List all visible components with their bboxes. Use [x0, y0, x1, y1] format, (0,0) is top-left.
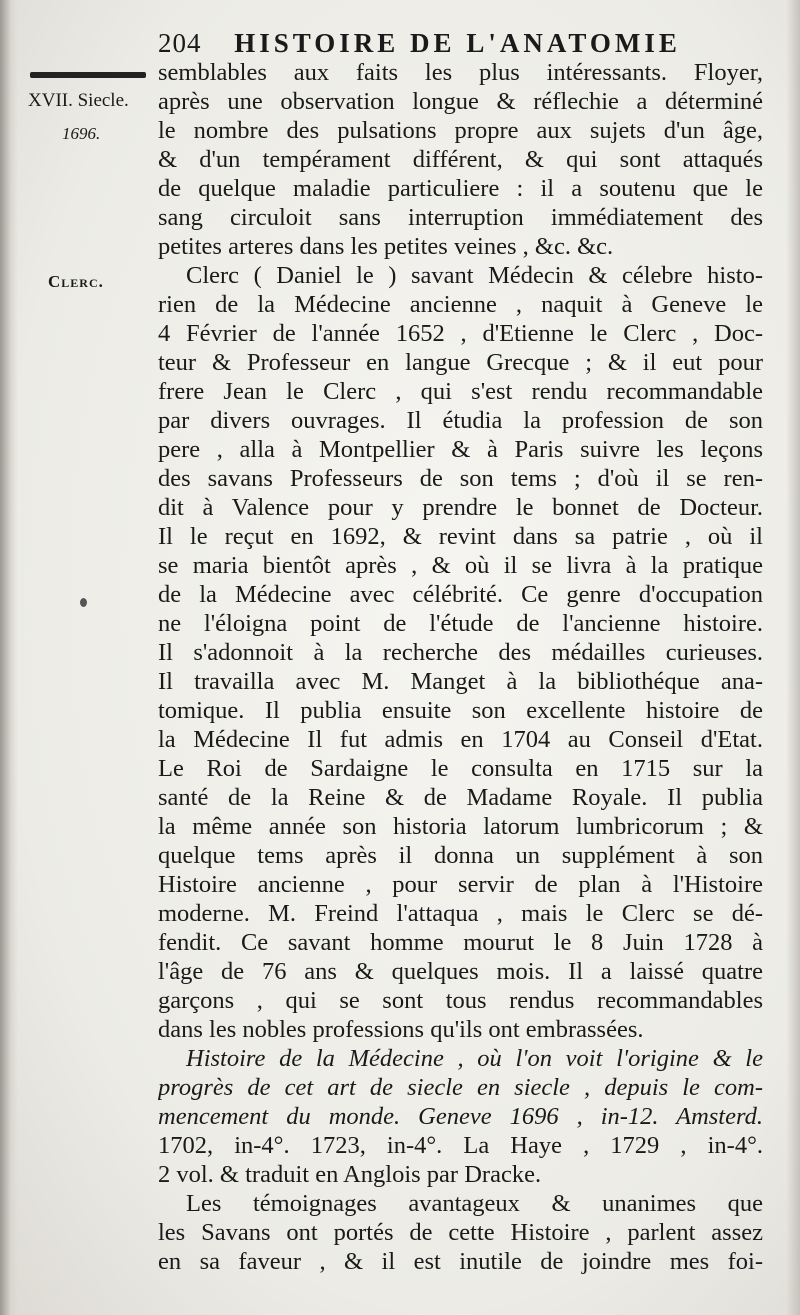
- text-line: mencement du monde. Geneve 1696 , in-12. Amsterd.: [158, 1103, 763, 1130]
- text-line: pere , alla à Montpellier & à Paris suivre les leçons: [158, 436, 763, 463]
- text-line: en sa faveur , & il est inutile de joindre mes foi-: [158, 1248, 763, 1275]
- text-line: de quelque maladie particuliere : il a soutenu que le: [158, 175, 763, 202]
- text-line: Il travailla avec M. Manget à la bibliothéque ana-: [158, 668, 763, 695]
- text-line: Histoire ancienne , pour servir de plan à l'Histoire: [158, 871, 763, 898]
- text-line: semblables aux faits les plus intéressants. Floyer,: [158, 59, 763, 86]
- text-line: Clerc ( Daniel le ) savant Médecin & célebre histo-: [186, 262, 763, 289]
- text-line: Les témoignages avantageux & unanimes que: [186, 1190, 763, 1217]
- text-line: frere Jean le Clerc , qui s'est rendu recommandable: [158, 378, 763, 405]
- text-line: fendit. Ce savant homme mourut le 8 Juin 1728 à: [158, 929, 763, 956]
- text-line: la Médecine Il fut admis en 1704 au Conseil d'Etat.: [158, 726, 763, 753]
- text-line: des savans Professeurs de son tems ; d'où il se ren-: [158, 465, 763, 492]
- text-line: 1702, in-4°. 1723, in-4°. La Haye , 1729 , in-4°.: [158, 1132, 763, 1159]
- text-line: teur & Professeur en langue Grecque ; & il eut pour: [158, 349, 763, 376]
- text-line: rien de la Médecine ancienne , naquit à Geneve le: [158, 291, 763, 318]
- text-line: moderne. M. Freind l'attaqua , mais le Clerc se dé-: [158, 900, 763, 927]
- text-line: santé de la Reine & de Madame Royale. Il publia: [158, 784, 763, 811]
- page-gutter-shadow: [0, 0, 18, 1315]
- text-line: Histoire de la Médecine , où l'on voit l'origine & le: [186, 1045, 763, 1072]
- margin-rule: [30, 72, 146, 78]
- text-line: le nombre des pulsations propre aux sujets d'un âge,: [158, 117, 763, 144]
- text-line: ne l'éloigna point de l'étude de l'ancienne histoire.: [158, 610, 763, 637]
- text-line: 4 Février de l'année 1652 , d'Etienne le Clerc , Doc-: [158, 320, 763, 347]
- text-line: dans les nobles professions qu'ils ont embrassées.: [158, 1016, 644, 1043]
- text-line: Il le reçut en 1692, & revint dans sa patrie , où il: [158, 523, 763, 550]
- text-line: se maria bientôt après , & où il se livra à la pratique: [158, 552, 763, 579]
- text-line: garçons , qui se sont tous rendus recommandables: [158, 987, 763, 1014]
- page-edge-shadow: [786, 0, 800, 1315]
- text-line: la même année son historia latorum lumbricorum ; &: [158, 813, 763, 840]
- margin-note-century: XVII. Siecle.: [28, 90, 129, 111]
- text-line: les Savans ont portés de cette Histoire , parlent assez: [158, 1219, 763, 1246]
- margin-note-clerc: Clerc.: [48, 272, 104, 291]
- text-line: & d'un tempérament différent, & qui sont attaqués: [158, 146, 763, 173]
- running-title: HISTOIRE DE L'ANATOMIE: [234, 28, 681, 58]
- text-line: Le Roi de Sardaigne le consulta en 1715 sur la: [158, 755, 763, 782]
- text-line: 2 vol. & traduit en Anglois par Dracke.: [158, 1161, 542, 1188]
- text-line: progrès de cet art de siecle en siecle , depuis le com-: [158, 1074, 763, 1101]
- text-line: de la Médecine avec célébrité. Ce genre d'occupation: [158, 581, 763, 608]
- text-line: quelque tems après il donna un supplément à son: [158, 842, 763, 869]
- text-line: par divers ouvrages. Il étudia la profession de son: [158, 407, 763, 434]
- text-line: après une observation longue & réflechie a déterminé: [158, 88, 763, 115]
- text-line: Il s'adonnoit à la recherche des médailles curieuses.: [158, 639, 763, 666]
- page-number: 204: [158, 28, 202, 58]
- ink-speck: [80, 598, 87, 607]
- text-line: sang circuloit sans interruption immédiatement des: [158, 204, 763, 231]
- text-line: dit à Valence pour y prendre le bonnet de Docteur.: [158, 494, 763, 521]
- text-line: l'âge de 76 ans & quelques mois. Il a laissé quatre: [158, 958, 763, 985]
- margin-note-year: 1696.: [62, 124, 101, 143]
- text-line: petites arteres dans les petites veines , &c. &c.: [158, 233, 614, 260]
- body-text: [158, 58, 763, 1276]
- text-line: tomique. Il publia ensuite son excellente histoire de: [158, 697, 763, 724]
